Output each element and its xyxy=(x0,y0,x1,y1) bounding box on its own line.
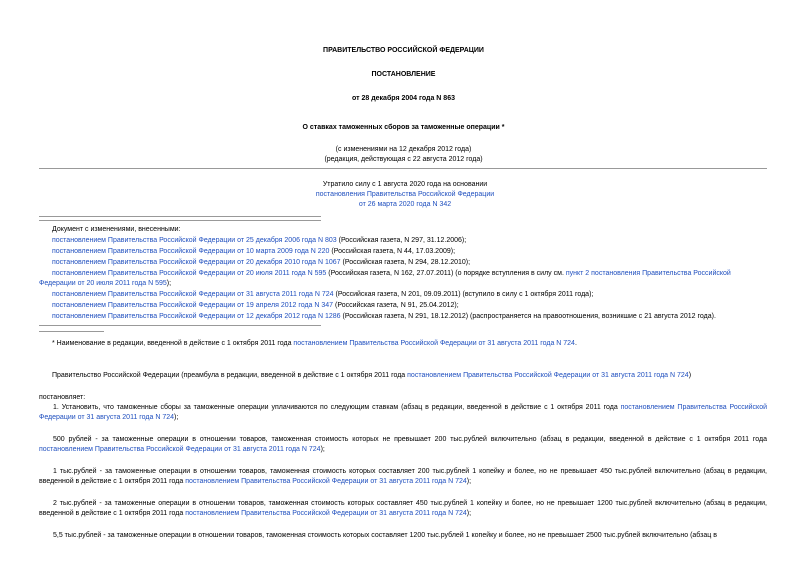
changes-note: (с изменениями на 12 декабря 2012 года) xyxy=(335,146,472,153)
preamble-link[interactable]: постановлением Правительства Российской Федерации от 31 августа 2011 года N 724 xyxy=(407,372,689,379)
divider xyxy=(39,216,321,217)
doc-title: О ставках таможенных сборов за таможенные операции * xyxy=(302,124,505,131)
paragraph-link[interactable]: постановлением Правительства Российской Федерации xyxy=(39,404,768,421)
paragraph: 1 тыс.рублей - за таможенные операции в отношении товаров, таможенная стоимость которых составляет 200 тыс.рублей 1 копейку и более, но не превышает 450 тыс.рублей включительно (абзац в редакции, введенной в действие с 1 октября 2011 года постановлением Правительства Российской Федерации от 31 августа 2011 года N 724); xyxy=(39,468,767,485)
amendment-item: постановлением Правительства Российской Федерации от 20 июля 2011 года N 595 (Российская газета, N 162, 27.07.2011) (о порядке вступления в силу см. пункт 2 постановления Правительства Российской xyxy=(52,270,731,277)
expiry-text: Утратило силу с 1 августа 2020 года на основании xyxy=(322,181,488,188)
amendment-item: постановлением Правительства Российской Федерации от 31 августа 2011 года N 724 (Российская газета, N 201, 09.09.2011) (вступило в силу с 1 октября 2011 года); xyxy=(52,291,594,298)
paragraph: 1. Установить, что таможенные сборы за таможенные операции уплачиваются по следующим ставкам (абзац в редакции, введенной в действие с 1 октября 2011 года постановлением Правительства Российской Федерации от 31 августа 2011 года N 724); xyxy=(39,404,768,421)
amendment-item: постановлением Правительства Российской Федерации от 10 марта 2009 года N 220 (Российская газета, N 44, 17.03.2009); xyxy=(52,248,456,255)
footnote-link[interactable]: постановлением Правительства Российской Федерации от 31 августа 2011 года N 724 xyxy=(293,340,575,347)
org-heading: ПРАВИТЕЛЬСТВО РОССИЙСКОЙ ФЕДЕРАЦИИ xyxy=(323,47,484,54)
amendment-link[interactable]: постановлением Правительства Российской Федерации от 10 марта 2009 года N 220 xyxy=(52,248,330,255)
footnote: * Наименование в редакции, введенной в действие с 1 октября 2011 года постановлением Правительства Российской Федерации от 31 августа 2011 года N 724. xyxy=(52,340,577,347)
amendment-item: постановлением Правительства Российской Федерации от 12 декабря 2012 года N 1286 (Российская газета, N 291, 18.12.2012) (распространяется на правоотношения, возникшие с 21 августа 2012 года). xyxy=(52,313,716,320)
paragraph: 2 тыс.рублей - за таможенные операции в отношении товаров, таможенная стоимость которых составляет 450 тыс.рублей 1 копейку и более, но не превышает 1200 тыс.рублей включительно (абзац в редакции, введенной в действие с 1 октября 2011 года постановлением Правительства Российской Федерации от 31 августа 2011 года N 724); xyxy=(39,500,767,517)
paragraph-link[interactable]: постановлением Правительства Российской Федерации от 31 августа 2011 года N 724 xyxy=(39,446,321,453)
amendment-link[interactable]: постановлением Правительства Российской Федерации от 12 декабря 2012 года N 1286 xyxy=(52,313,341,320)
divider xyxy=(39,220,321,221)
paragraph: 500 рублей - за таможенные операции в отношении товаров, таможенная стоимость которых не превышает 200 тыс.рублей включительно (абзац в редакции, введенной в действие с 1 октября 2011 года постановлением Правительства Российской Федерации от 31 августа 2011 года N 724); xyxy=(39,436,767,453)
amendment-link[interactable]: постановлением Правительства Российской Федерации от 31 августа 2011 года N 724 xyxy=(52,291,334,298)
doc-type-heading: ПОСТАНОВЛЕНИЕ xyxy=(371,71,436,78)
amendment-link[interactable]: постановлением Правительства Российской Федерации от 20 декабря 2010 года N 1067 xyxy=(52,259,341,266)
amendment-link[interactable]: постановлением Правительства Российской Федерации от 25 декабря 2006 года N 803 xyxy=(52,237,337,244)
divider xyxy=(39,168,767,169)
paragraph-link[interactable]: постановлением Правительства Российской Федерации от 31 августа 2011 года N 724 xyxy=(185,478,467,485)
paragraph: 5,5 тыс.рублей - за таможенные операции в отношении товаров, таможенная стоимость которых составляет 1200 тыс.рублей 1 копейку и более, но не превышает 2500 тыс.рублей включительно (абзац в xyxy=(53,532,717,539)
preamble: Правительство Российской Федерации (преамбула в редакции, введенной в действие с 1 октября 2011 года постановлением Правительства Российской Федерации от 31 августа 2011 года N 724) xyxy=(52,372,692,379)
amendment-item: постановлением Правительства Российской Федерации от 20 декабря 2010 года N 1067 (Российская газета, N 294, 28.12.2010); xyxy=(52,259,471,266)
amendment-link[interactable]: пункт 2 постановления Правительства Российской xyxy=(565,270,731,277)
amendments-intro: Документ с изменениями, внесенными: xyxy=(52,226,181,233)
amendment-link[interactable]: постановлением Правительства Российской Федерации от 20 июля 2011 года N 595 xyxy=(52,270,327,277)
divider xyxy=(39,325,321,326)
expiry-link-1[interactable]: постановления Правительства Российской Федерации xyxy=(315,191,495,198)
resolves-text: постановляет: xyxy=(39,394,86,401)
paragraph-link[interactable]: постановлением Правительства Российской Федерации от 31 августа 2011 года N 724 xyxy=(185,510,467,517)
amendment-link[interactable]: Федерации от 20 июля 2011 года N 595 xyxy=(39,280,167,287)
paragraph-link[interactable]: от 31 августа 2011 года N 724 xyxy=(77,414,175,421)
amendment-item: постановлением Правительства Российской Федерации от 19 апреля 2012 года N 347 (Российская газета, N 91, 25.04.2012); xyxy=(52,302,459,309)
expiry-link-2[interactable]: от 26 марта 2020 года N 342 xyxy=(358,201,452,208)
amendment-item: постановлением Правительства Российской Федерации от 25 декабря 2006 года N 803 (Российская газета, N 297, 31.12.2006); xyxy=(52,237,467,244)
footnote-divider xyxy=(39,331,104,332)
amendment-item-cont: Федерации от 20 июля 2011 года N 595); xyxy=(39,280,172,287)
doc-date: от 28 декабря 2004 года N 863 xyxy=(352,95,455,102)
expiry-block xyxy=(250,180,560,210)
amendment-link[interactable]: постановлением Правительства Российской Федерации от 19 апреля 2012 года N 347 xyxy=(52,302,334,309)
edition-note: (редакция, действующая с 22 августа 2012 года) xyxy=(324,156,483,163)
